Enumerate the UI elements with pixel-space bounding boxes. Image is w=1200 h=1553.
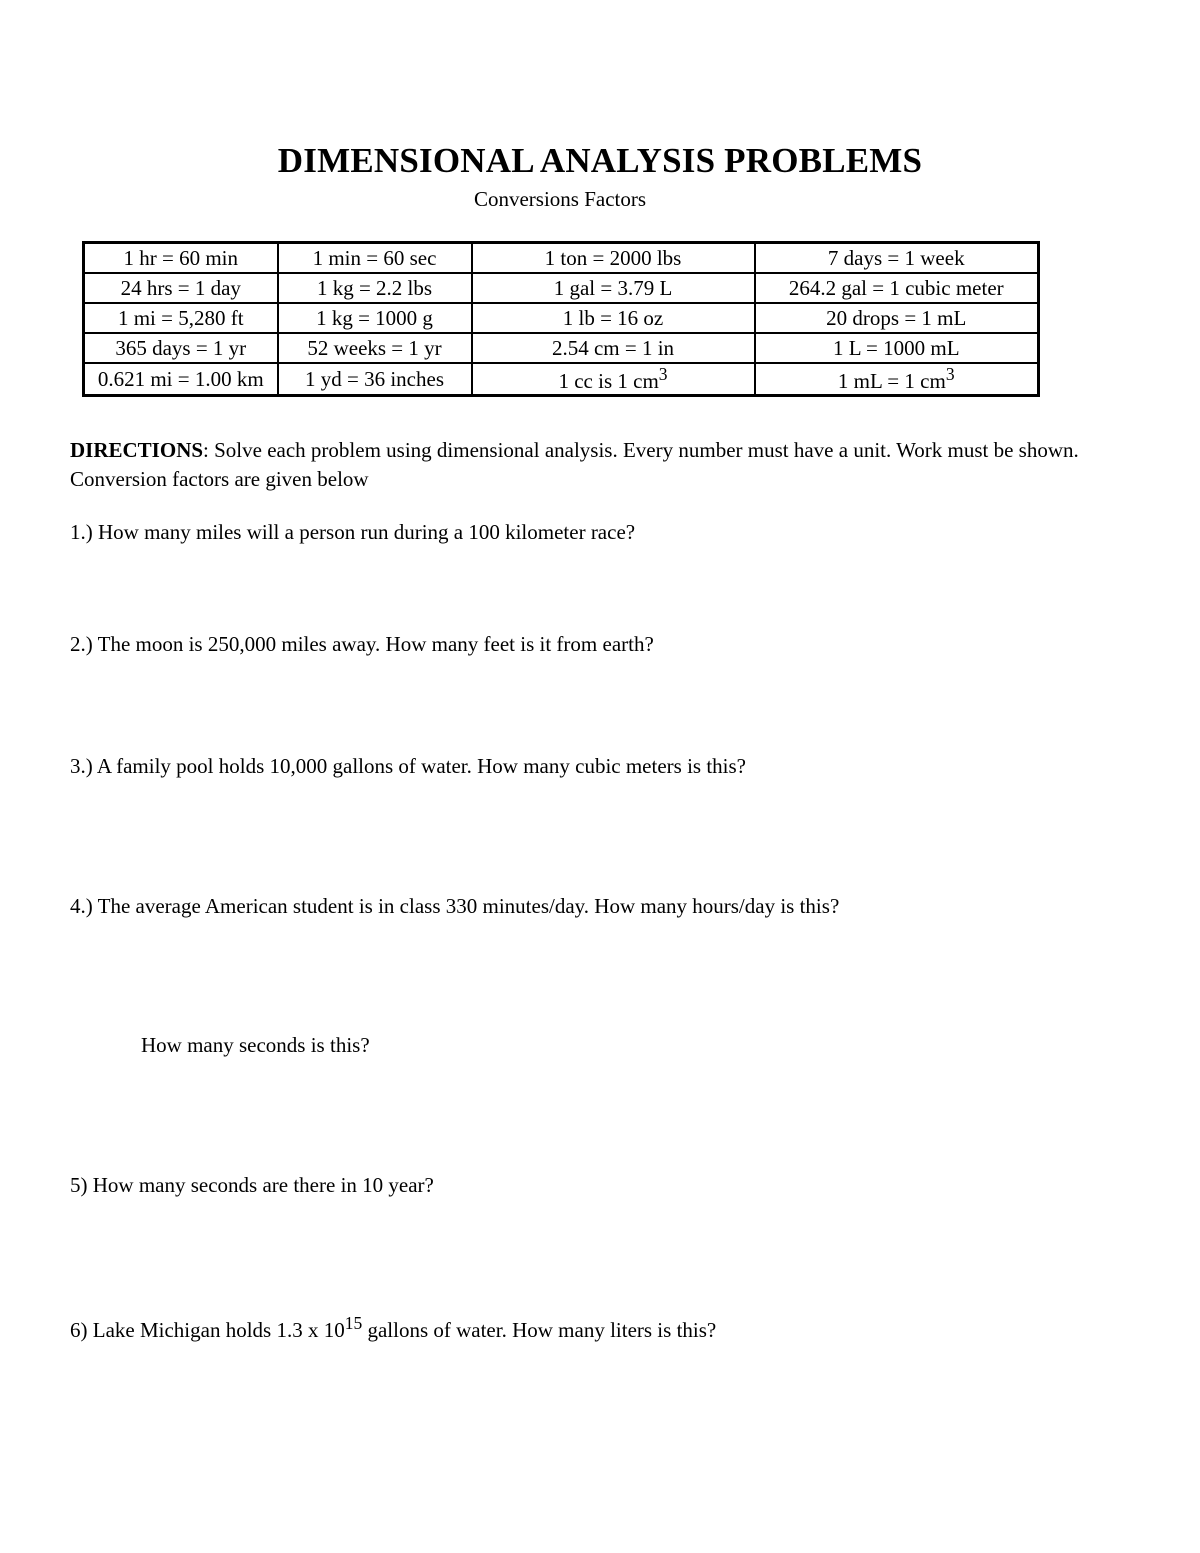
- table-cell: [84, 363, 278, 396]
- directions-label: DIRECTIONS: [70, 438, 204, 462]
- cell-text: 1 ton = 2000 lbs: [544, 245, 682, 270]
- cell-text: 1 gal = 3.79 L: [553, 275, 673, 300]
- question-3: 3.) A family pool holds 10,000 gallons of water. How many cubic meters is this?: [70, 754, 746, 778]
- question-2: 2.) The moon is 250,000 miles away. How many feet is it from earth?: [70, 632, 654, 656]
- question-4-part-b: How many seconds is this?: [141, 1033, 370, 1057]
- cell-text: 1 mL = 1 cm: [837, 369, 946, 393]
- question-6-text: 6) Lake Michigan holds 1.3 x 10: [70, 1318, 345, 1342]
- question-6-text-end: gallons of water. How many liters is this?: [362, 1318, 717, 1342]
- cell-text: 1 hr = 60 min: [123, 245, 238, 270]
- cell-text: 24 hrs = 1 day: [120, 275, 241, 300]
- table-row: [84, 363, 1039, 396]
- question-5: 5) How many seconds are there in 10 year?: [70, 1173, 434, 1197]
- question-6: [70, 1313, 716, 1343]
- table-cell: [84, 333, 278, 363]
- table-caption: Conversions Factors: [473, 187, 647, 211]
- table-cell: [278, 303, 472, 333]
- table-cell: [278, 243, 472, 274]
- cell-text: 264.2 gal = 1 cubic meter: [788, 275, 1004, 300]
- table-cell: [755, 273, 1039, 303]
- table-cell: [472, 303, 755, 333]
- exponent: 15: [344, 1313, 363, 1333]
- cell-text: 1 kg = 2.2 lbs: [316, 275, 433, 300]
- table-cell: [755, 363, 1039, 396]
- cell-text: 0.621 mi = 1.00 km: [97, 366, 264, 391]
- directions-text: : Solve each problem using dimensional analysis. Every number must have a unit. Work must be shown. Conversion factors are given below: [70, 438, 1079, 491]
- conversion-factors-table: [82, 241, 1040, 397]
- table-cell: [278, 333, 472, 363]
- question-1: 1.) How many miles will a person run during a 100 kilometer race?: [70, 520, 636, 544]
- table-cell: [84, 243, 278, 274]
- cell-text: 1 yd = 36 inches: [305, 366, 444, 391]
- cell-text: 1 cc is 1 cm: [558, 369, 659, 393]
- table-row: [84, 243, 1039, 274]
- table-cell: [472, 363, 755, 396]
- superscript: 3: [945, 364, 955, 384]
- cell-text: 52 weeks = 1 yr: [307, 335, 442, 360]
- cell-text: 1 min = 60 sec: [312, 245, 437, 270]
- cell-text: 1 kg = 1000 g: [316, 305, 433, 330]
- table-cell: [755, 243, 1039, 274]
- table-cell: [84, 273, 278, 303]
- table-row: [84, 303, 1039, 333]
- cell-text: 365 days = 1 yr: [115, 335, 247, 360]
- table-cell: [472, 333, 755, 363]
- table-cell: [472, 273, 755, 303]
- question-4: 4.) The average American student is in class 330 minutes/day. How many hours/day is this?: [70, 894, 840, 918]
- table-row: [84, 273, 1039, 303]
- table-cell: [755, 303, 1039, 333]
- table-cell: [278, 273, 472, 303]
- cell-text: 20 drops = 1 mL: [826, 305, 967, 330]
- cell-text: 7 days = 1 week: [827, 245, 965, 270]
- table-cell: [278, 363, 472, 396]
- page-title: DIMENSIONAL ANALYSIS PROBLEMS: [277, 141, 923, 180]
- table-cell: [472, 243, 755, 274]
- table-cell: [755, 333, 1039, 363]
- cell-text: 1 L = 1000 mL: [832, 335, 960, 360]
- cell-text: 1 lb = 16 oz: [562, 305, 664, 330]
- cell-text: 1 mi = 5,280 ft: [117, 305, 244, 330]
- table-row: [84, 333, 1039, 363]
- table-cell: [84, 303, 278, 333]
- superscript: 3: [658, 364, 668, 384]
- directions-paragraph: [70, 436, 1145, 494]
- cell-text: 2.54 cm = 1 in: [551, 335, 675, 360]
